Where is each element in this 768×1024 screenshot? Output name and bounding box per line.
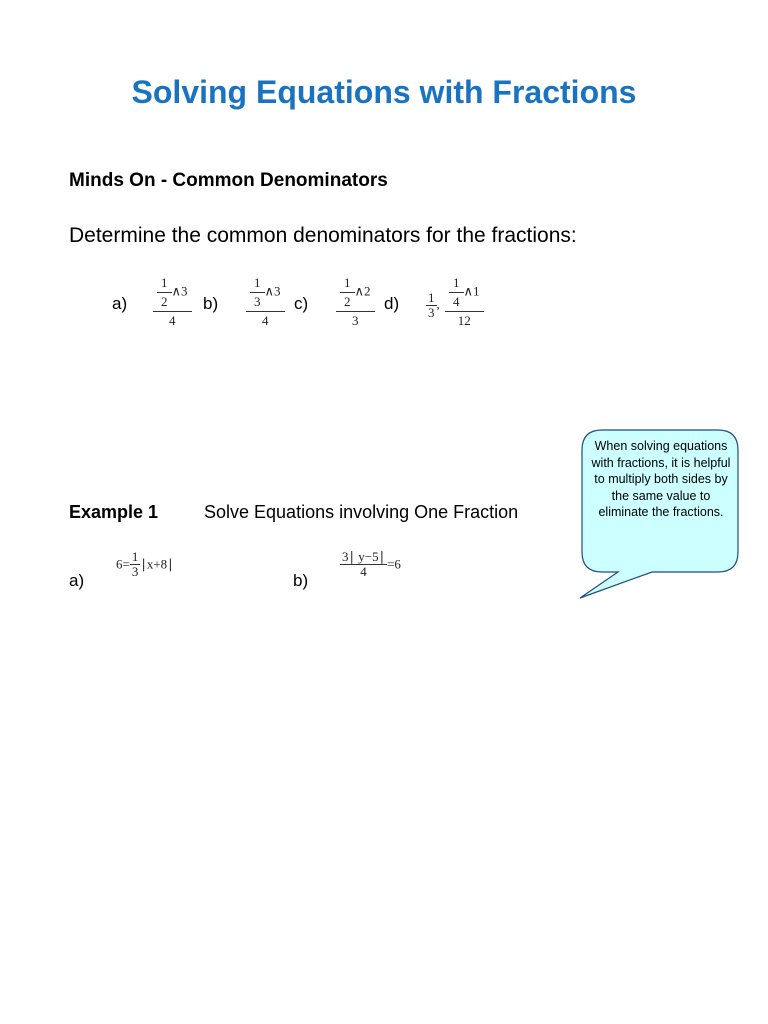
example-a-equation [116,550,174,579]
example-a-den: 3 [131,564,139,579]
part-c-inner-num: 1 [340,276,355,293]
example-b-equation [340,550,401,579]
part-d-pre-den: 3 [428,305,435,320]
part-a-label: a) [112,294,128,313]
example-a-label: a) [69,571,85,590]
example-a-lhs: 6= [116,556,130,572]
part-c-op: ∧2 [354,283,371,299]
part-a-den: 4 [169,313,176,328]
part-c-expression [336,276,375,328]
instruction-text: Determine the common denominators for the fractions: [69,224,577,247]
minds-on-heading: Minds On - Common Denominators [69,170,388,191]
example-b-label: b) [293,571,309,590]
part-a-op: ∧3 [171,283,188,299]
part-d-label: d) [384,294,400,313]
part-a-expression [153,276,192,328]
part-d-inner-num: 1 [449,276,464,293]
example-1-subtitle: Solve Equations involving One Fraction [204,502,519,522]
part-a-inner-num: 1 [157,276,172,293]
part-d-first-fraction [426,291,440,320]
part-c-label: c) [294,294,309,313]
page-title: Solving Equations with Fractions [131,74,637,110]
example-a-rhs: ∣x+8∣ [140,556,174,572]
part-d-pre-num: 1 [428,290,435,305]
part-b-label: b) [203,294,219,313]
part-d-den: 12 [457,313,471,328]
part-d-expression [445,276,484,328]
part-d-op: ∧1 [463,283,480,299]
part-b-den: 4 [262,313,269,328]
part-b-inner-den: 3 [254,294,261,309]
part-d-inner-den: 4 [453,294,460,309]
part-c-den: 3 [352,313,359,328]
example-b-rhs: =6 [387,556,401,572]
part-b-inner-num: 1 [250,276,265,293]
example-a-num: 1 [131,549,139,564]
example-1-heading: Example 1 [69,502,159,522]
callout-text: When solving equations with fractions, it is helpful to multiply both sides by the same value to eliminate the fractions. [591,439,731,519]
part-b-expression [246,276,285,328]
part-b-op: ∧3 [264,283,281,299]
part-a-inner-den: 2 [161,294,168,309]
example-b-den: 4 [360,564,367,579]
part-c-inner-den: 2 [344,294,351,309]
example-b-num: 3∣ y−5∣ [342,549,386,564]
part-d-comma: , [436,296,440,312]
